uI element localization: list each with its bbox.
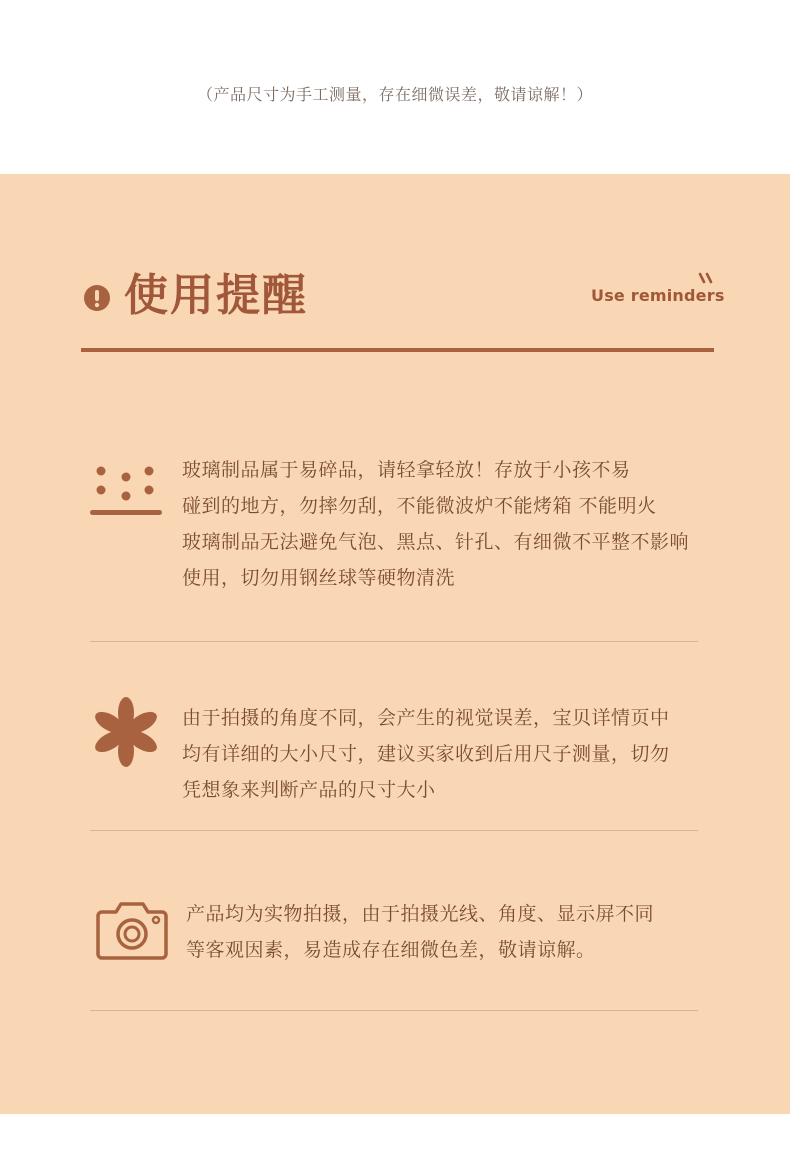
reminder-text-3 xyxy=(186,896,654,968)
reminder-line: 由于拍摄的角度不同，会产生的视觉误差，宝贝详情页中 xyxy=(182,707,670,729)
quote-mark-icon xyxy=(698,272,716,286)
section-subtitle-en: Use reminders xyxy=(591,286,725,305)
item-divider xyxy=(90,641,698,642)
reminder-panel xyxy=(0,174,790,1114)
item-divider xyxy=(90,1010,698,1011)
size-note: （产品尺寸为手工测量，存在细微误差，敬请谅解！） xyxy=(196,85,593,104)
reminder-line: 玻璃制品属于易碎品，请轻拿轻放！存放于小孩不易 xyxy=(182,459,631,481)
item-divider xyxy=(90,830,698,831)
flower-icon xyxy=(91,697,161,767)
section-title: 使用提醒 xyxy=(124,270,308,321)
reminder-text-2 xyxy=(182,700,670,808)
exclamation-circle-icon xyxy=(84,285,110,311)
dots-rule-icon xyxy=(88,462,164,520)
header-divider xyxy=(81,348,714,352)
reminder-text-1 xyxy=(182,452,689,596)
reminder-line: 使用，切勿用钢丝球等硬物清洗 xyxy=(182,567,456,589)
reminder-line: 产品均为实物拍摄，由于拍摄光线、角度、显示屏不同 xyxy=(186,903,655,925)
camera-icon xyxy=(96,900,168,962)
reminder-line: 均有详细的大小尺寸，建议买家收到后用尺子测量，切勿 xyxy=(182,743,670,765)
reminder-line: 碰到的地方，勿摔勿刮，不能微波炉不能烤箱 不能明火 xyxy=(182,495,657,517)
reminder-line: 凭想象来判断产品的尺寸大小 xyxy=(182,779,436,801)
reminder-line: 等客观因素，易造成存在细微色差，敬请谅解。 xyxy=(186,939,596,961)
reminder-line: 玻璃制品无法避免气泡、黑点、针孔、有细微不平整不影响 xyxy=(182,531,690,553)
